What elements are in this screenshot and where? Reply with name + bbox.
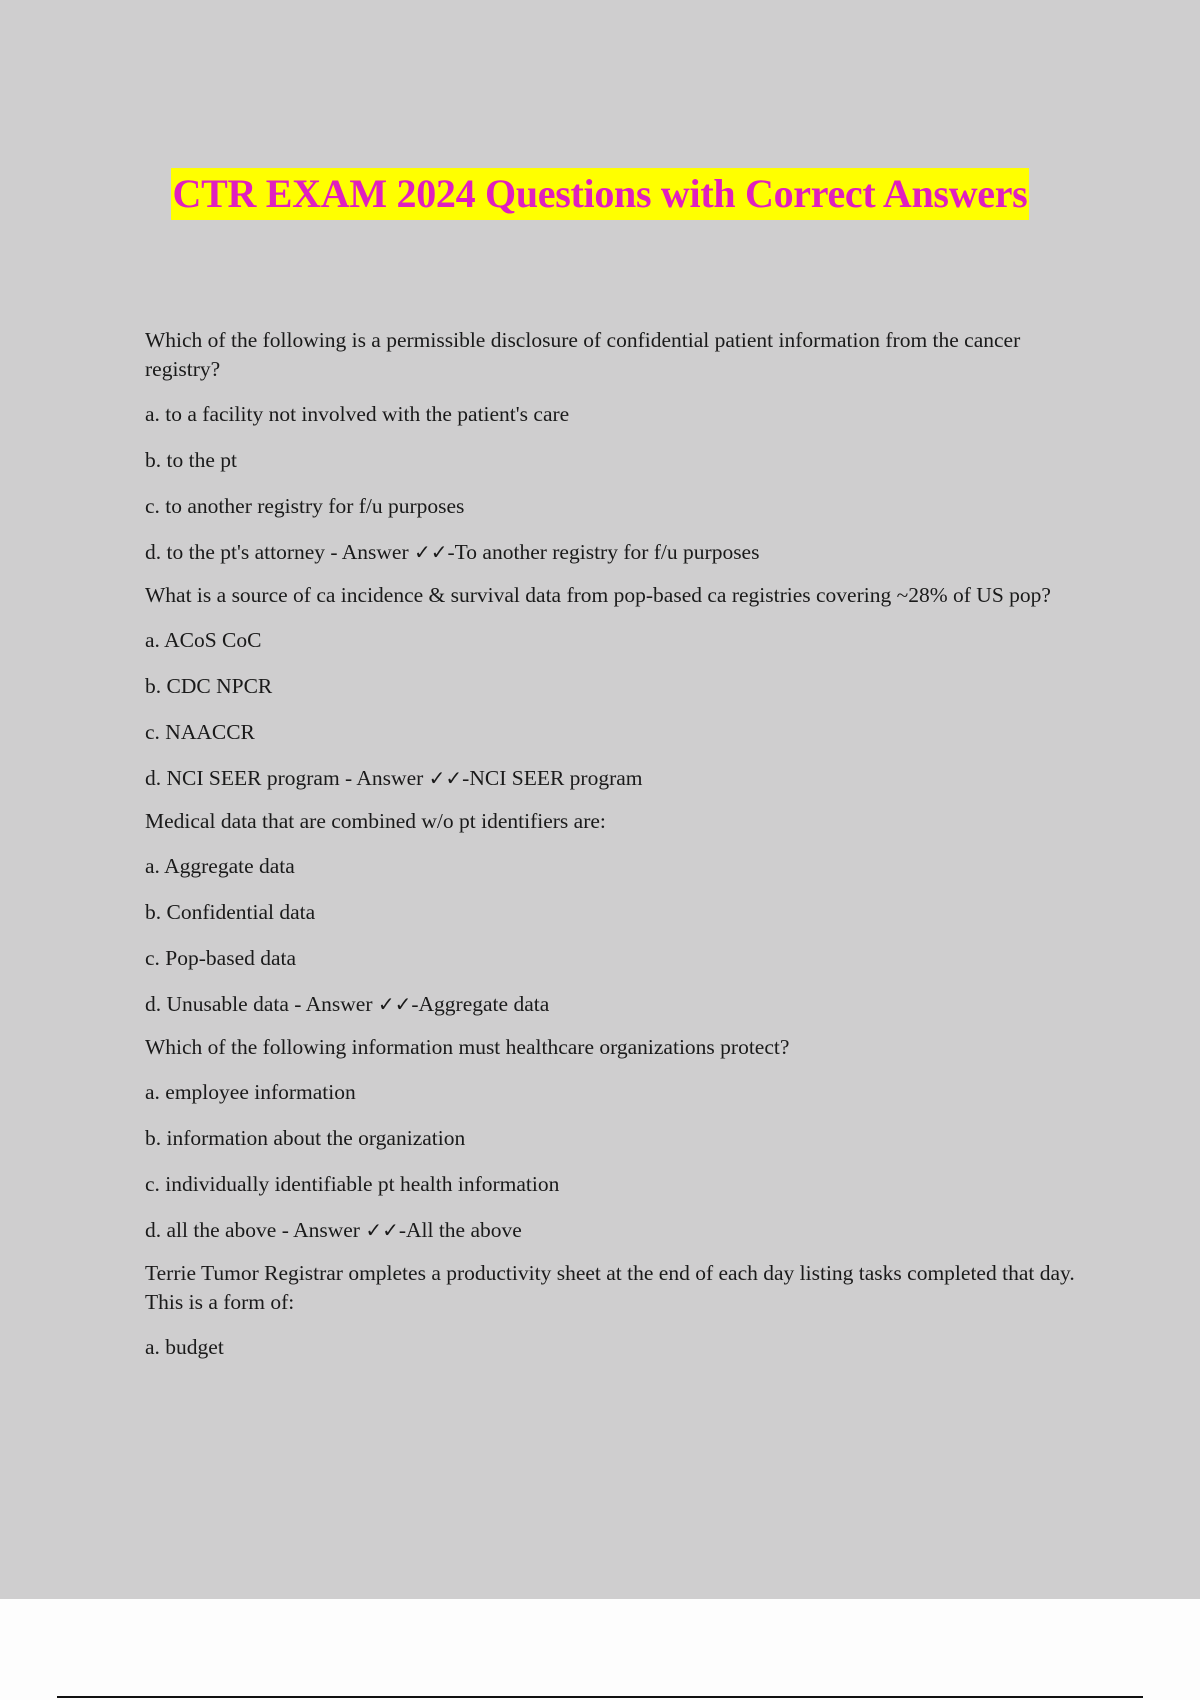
answer-option-with-answer: [145, 538, 1085, 567]
answer-option-with-answer: [145, 1216, 1085, 1245]
question-text: Terrie Tumor Registrar ompletes a productivity sheet at the end of each day listing tasks completed that day. This is a form of:: [145, 1261, 1075, 1314]
question-block: [145, 1259, 1085, 1362]
question-block: [145, 581, 1085, 793]
document-title: CTR EXAM 2024 Questions with Correct Answers: [171, 168, 1030, 220]
question-text: Which of the following information must healthcare organizations protect?: [145, 1035, 790, 1059]
questions-list: [145, 326, 1085, 1379]
correct-answer: -Aggregate data: [411, 992, 550, 1016]
correct-answer: -NCI SEER program: [462, 766, 643, 790]
answer-option-with-answer: [145, 764, 1085, 793]
answer-option: b. Confidential data: [145, 900, 316, 924]
answer-option: c. Pop-based data: [145, 946, 297, 970]
correct-answer: -To another registry for f/u purposes: [447, 540, 760, 564]
answer-option: a. to a facility not involved with the patient's care: [145, 402, 570, 426]
option-label: d. Unusable data - Answer: [145, 992, 378, 1016]
answer-option: a. employee information: [145, 1080, 356, 1104]
double-check-icon: ✓✓: [377, 992, 412, 1016]
question-block: [145, 807, 1085, 1019]
option-label: d. all the above - Answer: [145, 1218, 366, 1242]
correct-answer: -All the above: [398, 1218, 522, 1242]
double-check-icon: ✓✓: [365, 1218, 399, 1242]
double-check-icon: ✓✓: [428, 766, 463, 790]
question-text: Medical data that are combined w/o pt identifiers are:: [145, 809, 606, 833]
question-block: [145, 1033, 1085, 1245]
answer-option: c. NAACCR: [145, 720, 255, 744]
answer-option-with-answer: [145, 990, 1085, 1019]
answer-option: a. ACoS CoC: [145, 628, 262, 652]
answer-option: c. to another registry for f/u purposes: [145, 494, 465, 518]
answer-option: b. information about the organization: [145, 1126, 466, 1150]
question-text: Which of the following is a permissible disclosure of confidential patient information from the cancer registry?: [145, 328, 1021, 381]
answer-option: a. budget: [145, 1335, 224, 1359]
answer-option: b. CDC NPCR: [145, 674, 273, 698]
question-text: What is a source of ca incidence & survival data from pop-based ca registries covering ~28% of US pop?: [145, 583, 1051, 607]
question-block: [145, 326, 1085, 567]
double-check-icon: ✓✓: [414, 540, 448, 564]
answer-option: a. Aggregate data: [145, 854, 295, 878]
page-footer-rule: [57, 1696, 1143, 1698]
option-label: d. NCI SEER program - Answer: [145, 766, 429, 790]
answer-option: c. individually identifiable pt health information: [145, 1172, 560, 1196]
answer-option: b. to the pt: [145, 448, 237, 472]
title-container: [0, 168, 1200, 220]
option-label: d. to the pt's attorney - Answer: [145, 540, 414, 564]
